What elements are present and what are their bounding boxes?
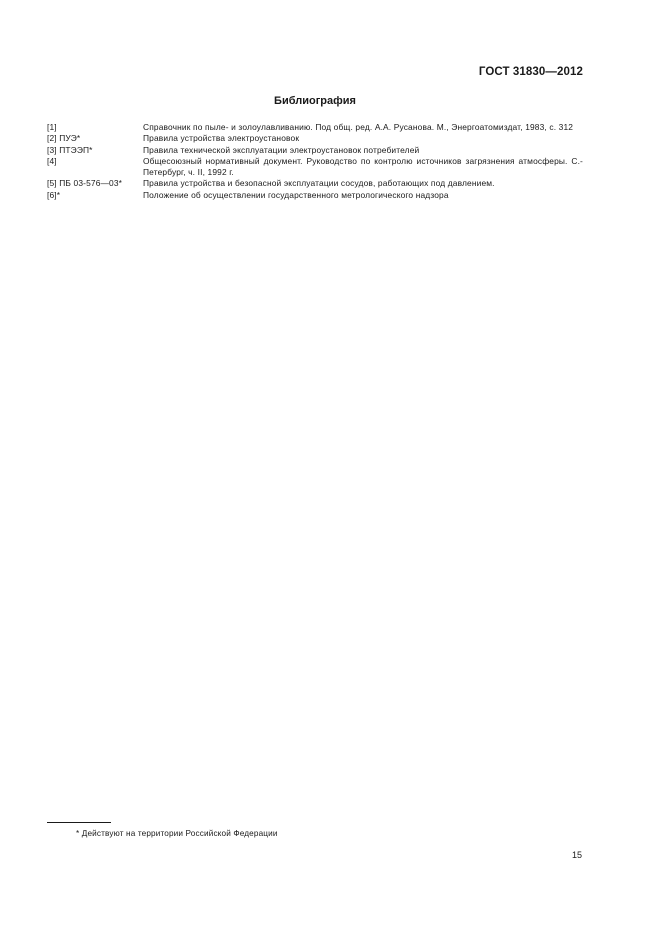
bibliography-item [47,178,583,189]
bibliography-text: Правила технической эксплуатации электроустановок потребителей [143,144,420,155]
bibliography-text: Положение об осуществлении государственного метрологического надзора [143,189,449,200]
bibliography-ref: [4] [47,155,57,166]
bibliography-list [47,122,583,201]
bibliography-ref: [3] ПТЭЭП* [47,144,93,155]
page-number: 15 [571,850,582,860]
bibliography-text: Справочник по пыле- и золоулавливанию. Под общ. ред. А.А. Русанова. М., Энергоатомиздат, 1983, с. 312 [143,122,574,132]
bibliography-item [47,190,583,201]
bibliography-ref: [6]* [47,189,61,200]
bibliography-item [47,156,583,179]
footnote: * Действуют на территории Российской Федерации [76,829,278,838]
bibliography-item [47,145,583,156]
bibliography-item [47,133,583,144]
document-code: ГОСТ 31830—2012 [478,66,583,78]
bibliography-item [47,122,583,133]
bibliography-text: Общесоюзный нормативный документ. Руководство по контролю источников загрязнения атмосферы. С.-Петербург, ч. II, 1992 г. [143,155,583,178]
bibliography-ref: [5] ПБ 03-576—03* [47,178,123,189]
footnote-divider [47,822,111,823]
page-title: Библиография [274,95,356,107]
bibliography-ref: [2] ПУЭ* [47,133,81,144]
bibliography-ref: [1] [47,122,57,132]
bibliography-text: Правила устройства и безопасной эксплуатации сосудов, работающих под давлением. [143,178,495,189]
bibliography-text: Правила устройства электроустановок [143,133,300,144]
